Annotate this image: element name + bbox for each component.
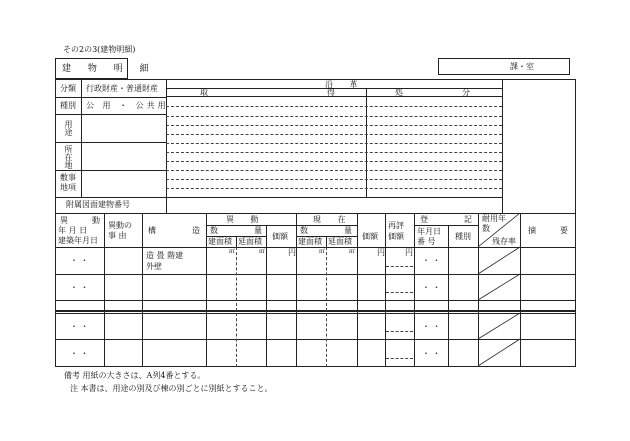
structure-line-1: 造 畳 階建 [146, 251, 184, 260]
structure-header: 構 造 [148, 226, 200, 235]
unit-sqm: ㎡ [229, 248, 236, 255]
lifespan-header-1: 耐用年 [482, 214, 506, 223]
reason-header-1: 異動の [108, 221, 132, 230]
current-building-area: 建面積 [298, 237, 322, 246]
unit-yen: 円 [288, 248, 296, 257]
reg-type-header: 種別 [455, 232, 471, 241]
current-quantity-header: 数 量 [300, 226, 352, 235]
unit-yen: 円 [405, 248, 413, 257]
type-value: 公 用 ・ 公共用 [86, 101, 169, 110]
drawing-number-label: 附属図面建物番号 [66, 200, 130, 209]
registration-header: 登 記 [420, 215, 472, 224]
dept-box[interactable] [438, 58, 570, 75]
site-label-1: 敷事 [60, 173, 76, 182]
reason-header-2: 事 由 [108, 231, 127, 240]
category-label: 分類 [60, 84, 76, 93]
build-date-header: 建築年月日 [58, 236, 98, 245]
row-reg-date: ・ ・ [422, 256, 441, 265]
change-date-header-1: 異 動 [60, 216, 100, 225]
category-value: 行政財産・普通財産 [86, 84, 158, 93]
change-price-header: 価額 [272, 232, 288, 241]
current-price-header: 価額 [362, 232, 378, 241]
form-title: 建 物 明 細 [62, 64, 156, 74]
change-quantity-header: 数 量 [210, 226, 262, 235]
disposal-header: 処 分 [395, 88, 470, 97]
row-date: ・ ・ [70, 349, 89, 358]
row-date: ・ ・ [70, 283, 89, 292]
footer-note-1: 備考 用紙の大きさは、A列4番とする。 [64, 371, 206, 380]
row-reg-date: ・ ・ [422, 283, 441, 292]
unit-sqm: ㎡ [259, 248, 266, 255]
change-floor-area: 延面積 [238, 237, 262, 246]
unit-yen: 円 [377, 248, 385, 257]
history-header: 沿 革 [325, 80, 365, 89]
reg-number-header: 番 号 [417, 237, 436, 246]
type-label: 種別 [60, 101, 76, 110]
dept-label: 課・室 [510, 62, 534, 71]
structure-line-2: 外壁 [146, 262, 162, 271]
row-reg-date: ・ ・ [422, 322, 441, 331]
unit-sqm: ㎡ [349, 248, 356, 255]
change-group-header: 異 動 [226, 215, 266, 224]
change-building-area: 建面積 [208, 237, 232, 246]
location-label: 所在地 [64, 145, 73, 169]
notes-header: 摘 要 [528, 226, 568, 235]
change-date-header-2: 年 月 日 [58, 226, 88, 235]
residual-rate-header: 残存率 [492, 237, 516, 246]
footer-note-2: 注 本書は、用途の別及び棟の別ごとに別紙とすること。 [70, 384, 273, 393]
lifespan-header-2: 数 [482, 224, 490, 233]
row-date: ・ ・ [70, 256, 89, 265]
current-group-header: 現 在 [313, 215, 353, 224]
site-label-2: 地項 [60, 183, 76, 192]
row-reg-date: ・ ・ [422, 349, 441, 358]
form-subtitle: その2の3(建物明細) [63, 45, 136, 54]
reeval-header-2: 価額 [388, 232, 404, 241]
acquisition-header: 取 得 [200, 88, 335, 97]
reg-date-header: 年月日 [417, 227, 441, 236]
current-floor-area: 延面積 [328, 237, 352, 246]
row-date: ・ ・ [70, 322, 89, 331]
unit-sqm: ㎡ [319, 248, 326, 255]
reeval-header-1: 再評 [388, 221, 404, 230]
usage-label: 用途 [64, 120, 73, 136]
